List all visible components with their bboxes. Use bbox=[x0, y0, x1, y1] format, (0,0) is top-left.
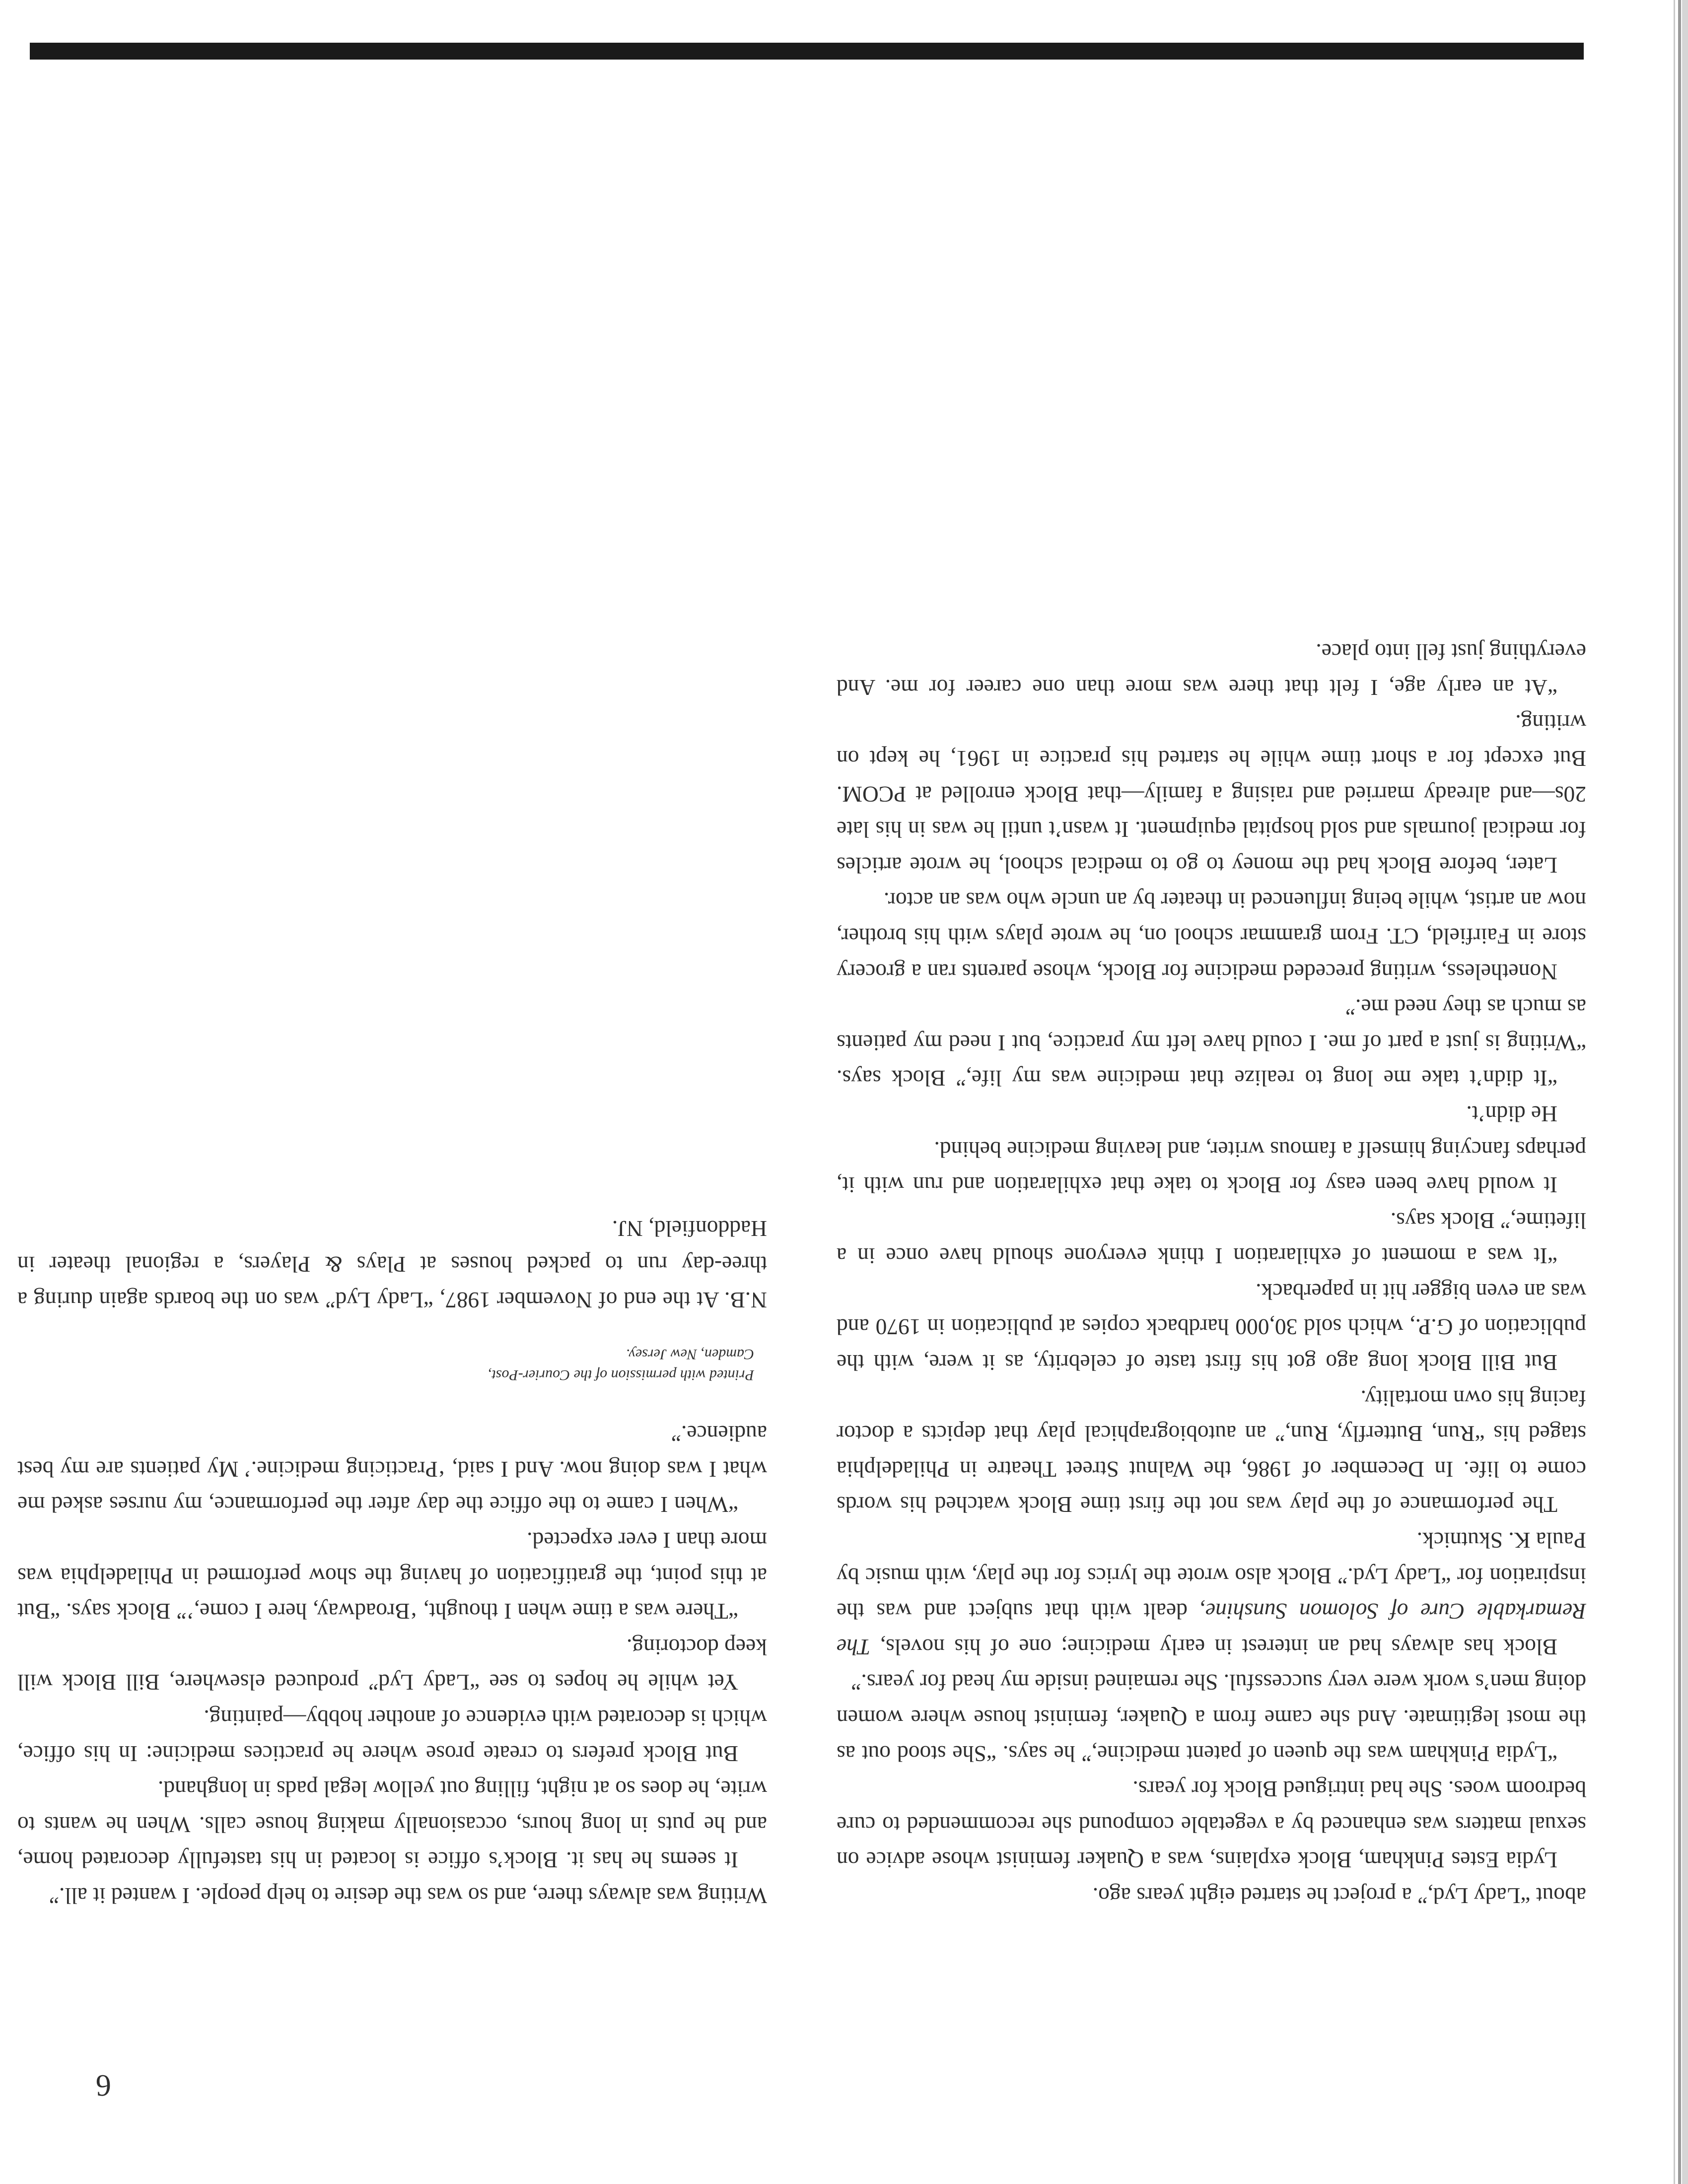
binding-edge-line bbox=[1678, 0, 1681, 2184]
paragraph: Lydia Estes Pinkham, Block explains, was a Quaker feminist whose advice on sexual matters was enhanced by a vegetable compound she recommended to cure bedroom woes. She had intrigued Block for years. bbox=[837, 1776, 1586, 1873]
paragraph: But Block prefers to create prose where he practices medicine: In his office, which is decorated with evidence of another hobby—painting. bbox=[17, 1706, 767, 1767]
footer-rule bbox=[30, 43, 1584, 60]
paragraph: Writing was always there, and so was the desire to help people. I wanted it all.” bbox=[49, 1883, 767, 1909]
paragraph: He didn’t. bbox=[1466, 1101, 1557, 1127]
paragraph: “There was a time when I thought, ‘Broadway, here I come,’” Block says. “But at this point, the gratification of having the show performed in Philadelphia was more than I ever expected. bbox=[17, 1528, 767, 1625]
paragraph: “At an early age, I felt that there was more than one career for me. And everything just fell into place. bbox=[837, 639, 1586, 700]
paragraph: “It was a moment of exhilaration I think everyone should have once in a lifetime,” Block says. bbox=[837, 1208, 1586, 1269]
article-column-right bbox=[17, 1211, 767, 1913]
reprint-credit bbox=[17, 1344, 767, 1385]
paragraph bbox=[837, 1522, 1586, 1664]
paragraph: It seems he has it. Block’s office is located in his tastefully decorated home, and he puts in long hours, occasionally making house calls. When he wants to write, he does so at night, filling out yellow legal pads in longhand. bbox=[17, 1776, 767, 1873]
credit-line: Printed with permission of the Courier-Post, bbox=[488, 1366, 754, 1383]
paragraph: But Bill Block long ago got his first taste of celebrity, as it were, with the publication of G.P., which sold 30,000 hardback copies at publication in 1970 and was an even bigger hit in paperback. bbox=[837, 1279, 1586, 1376]
paragraph-text: , dealt with that subject and was the inspiration for “Lady Lyd.” Block also wrote the lyrics for the play, with music by Paula K. Skutnick. bbox=[837, 1528, 1586, 1625]
article-column-left bbox=[837, 634, 1586, 1913]
paragraph: “Lydia Pinkham was the queen of patent medicine,” he says. “She stood out as the most legitimate. And she came from a Quaker, feminist house where women doing men’s work were very successful. She remained inside my head for years.” bbox=[837, 1670, 1586, 1767]
binding-edge-line-inner bbox=[1674, 0, 1675, 2184]
credit-line: Camden, New Jersey. bbox=[626, 1346, 754, 1363]
book-title: The Remarkable Cure of Solomon Sunshine bbox=[836, 1599, 1586, 1660]
paragraph: Yet while he hopes to see “Lady Lyd” produced elsewhere, Bill Block will keep doctoring. bbox=[17, 1634, 767, 1696]
paragraph: Nonetheless, writing preceded medicine for Block, whose parents ran a grocery store in Fairfield, CT. From grammar school on, he wrote plays with his brother, now an artist, while being influenced in theater by an uncle who was an actor. bbox=[837, 888, 1586, 985]
paragraph-text: Block has always had an interest in early medicine; one of his novels, bbox=[880, 1634, 1557, 1660]
page-number: 6 bbox=[96, 2068, 111, 2102]
editor-note: N.B. At the end of November 1987, “Lady Lyd” was on the boards again during a three-day run to packed houses at Plays & Players, a regional theater in Haddonfield, NJ. bbox=[17, 1216, 767, 1313]
paragraph: Later, before Block had the money to go to medical school, he wrote articles for medical journals and sold hospital equipment. It wasn’t until he was in his late 20s—and already married and raising a family—that Block enrolled at PCOM. But except for a short time while he started his practice in 1961, he kept on writing. bbox=[837, 710, 1586, 878]
paragraph: “When I came to the office the day after the performance, my nurses asked me what I was doing now. And I said, ‘Practicing medicine.’ My patients are my best audience.” bbox=[17, 1421, 767, 1518]
paragraph: “It didn’t take me long to realize that medicine was my life,” Block says. “Writing is just a part of me. I could have left my practice, but I need my patients as much as they need me.” bbox=[837, 995, 1586, 1092]
paragraph: The performance of the play was not the first time Block watched his words come to life. In December of 1986, the Walnut Street Theatre in Philadelphia staged his “Run, Butterfly, Run,” an autobiographical play that depicts a doctor facing his own mortality. bbox=[837, 1385, 1586, 1518]
binding-edge-shadow bbox=[1682, 0, 1688, 2184]
paragraph: It would have been easy for Block to take that exhilaration and run with it, perhaps fancying himself a famous writer, and leaving medicine behind. bbox=[837, 1137, 1586, 1198]
paragraph: about “Lady Lyd,” a project he started eight years ago. bbox=[1092, 1883, 1586, 1909]
